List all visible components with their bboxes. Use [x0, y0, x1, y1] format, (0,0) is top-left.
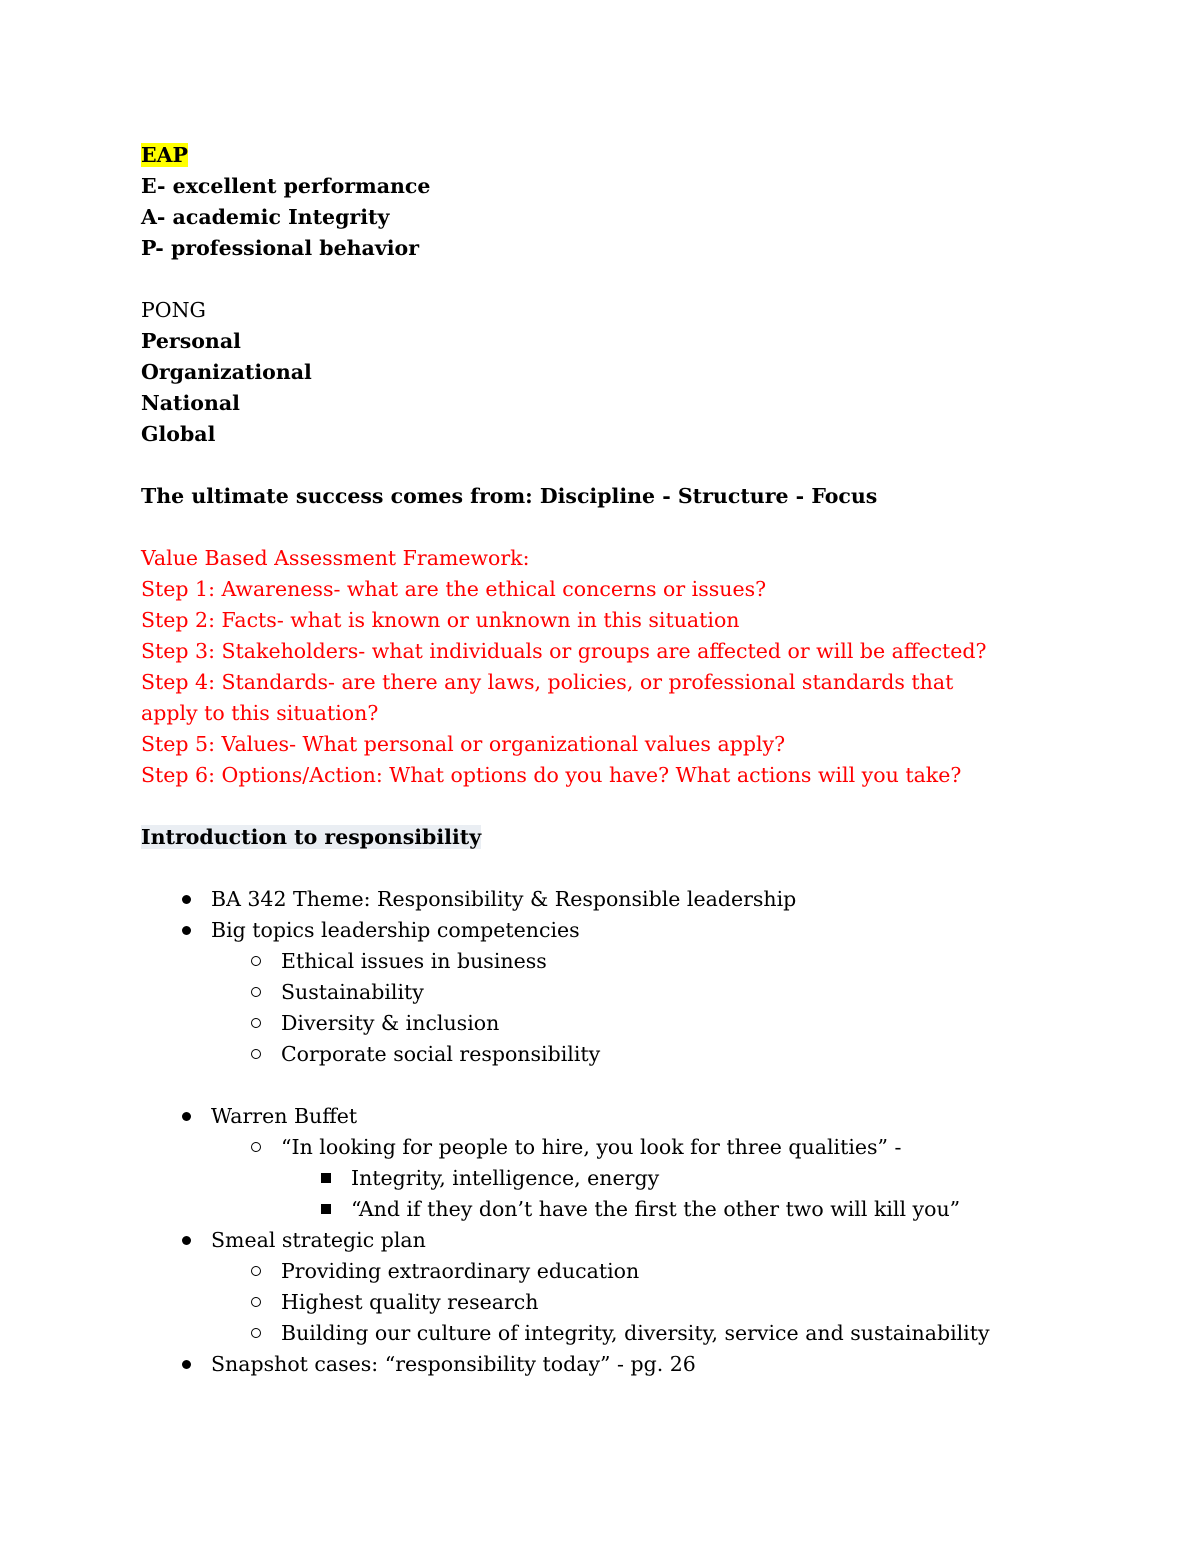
list-item-text: Big topics leadership competencies — [211, 918, 580, 942]
intro-heading: Introduction to responsibility — [141, 825, 482, 849]
bullet-circle-icon — [246, 1008, 266, 1039]
list-item-text: “In looking for people to hire, you look for three qualities” - — [281, 1135, 902, 1159]
list-item-b2 — [141, 915, 1041, 946]
spacer — [141, 1070, 1041, 1101]
bullet-circle-icon — [246, 1132, 266, 1163]
spacer — [141, 450, 1041, 481]
eap-line-p: P- professional behavior — [141, 236, 420, 260]
bullet-dot-icon — [176, 915, 196, 946]
spacer — [141, 853, 1041, 884]
spacer — [141, 791, 1041, 822]
list-item-b1 — [141, 884, 1041, 915]
list-item-text: “And if they don’t have the first the other two will kill you” — [351, 1197, 961, 1221]
list-item-text: Highest quality research — [281, 1290, 539, 1314]
intro-heading-line — [141, 822, 1041, 853]
list-item-text: Providing extraordinary education — [281, 1259, 640, 1283]
list-item-text: Diversity & inclusion — [281, 1011, 500, 1035]
bullet-circle-icon — [246, 1039, 266, 1070]
eap-line-a: A- academic Integrity — [141, 205, 390, 229]
bullet-circle-icon — [246, 1287, 266, 1318]
list-subitem — [141, 1132, 1041, 1163]
framework-step-1: Step 1: Awareness- what are the ethical concerns or issues? — [141, 577, 767, 601]
bullet-square-icon — [316, 1194, 336, 1225]
pong-organizational: Organizational — [141, 360, 312, 384]
bullet-dot-icon — [176, 1101, 196, 1132]
eap-title-line — [141, 140, 1041, 171]
list-subitem — [141, 977, 1041, 1008]
list-subsubitem — [141, 1163, 1041, 1194]
list-item-text: Smeal strategic plan — [211, 1228, 426, 1252]
bullet-circle-icon — [246, 1318, 266, 1349]
pong-title: PONG — [141, 298, 206, 322]
spacer — [141, 264, 1041, 295]
list-item-b5 — [141, 1349, 1041, 1380]
framework-title: Value Based Assessment Framework: — [141, 546, 530, 570]
list-item-b4 — [141, 1225, 1041, 1256]
list-item-text: Integrity, intelligence, energy — [351, 1166, 660, 1190]
pong-personal: Personal — [141, 329, 241, 353]
list-subitem — [141, 1008, 1041, 1039]
bullet-dot-icon — [176, 884, 196, 915]
list-item-text: Warren Buffet — [211, 1104, 358, 1128]
list-item-text: Ethical issues in business — [281, 949, 547, 973]
bullet-dot-icon — [176, 1225, 196, 1256]
list-subitem — [141, 1256, 1041, 1287]
list-item-b3 — [141, 1101, 1041, 1132]
eap-title: EAP — [141, 143, 188, 167]
list-subitem — [141, 1039, 1041, 1070]
framework-step-3: Step 3: Stakeholders- what individuals or groups are affected or will be affected? — [141, 639, 987, 663]
bullet-circle-icon — [246, 1256, 266, 1287]
bullet-dot-icon — [176, 1349, 196, 1380]
list-item-text: Building our culture of integrity, diversity, service and sustainability — [281, 1321, 990, 1345]
list-subitem — [141, 1318, 1041, 1349]
framework-step-5: Step 5: Values- What personal or organizational values apply? — [141, 732, 786, 756]
bullet-square-icon — [316, 1163, 336, 1194]
list-subitem — [141, 1287, 1041, 1318]
framework-step-4: Step 4: Standards- are there any laws, policies, or professional standards that apply to this situation? — [141, 670, 954, 725]
success-line: The ultimate success comes from: Discipline - Structure - Focus — [141, 484, 878, 508]
framework-block — [141, 543, 1041, 791]
list-item-text: Sustainability — [281, 980, 424, 1004]
framework-step-2: Step 2: Facts- what is known or unknown in this situation — [141, 608, 740, 632]
intro-list — [141, 884, 1041, 1380]
list-item-text: BA 342 Theme: Responsibility & Responsible leadership — [211, 887, 797, 911]
list-subsubitem — [141, 1194, 1041, 1225]
bullet-circle-icon — [246, 977, 266, 1008]
list-subitem — [141, 946, 1041, 977]
pong-national: National — [141, 391, 240, 415]
bullet-circle-icon — [246, 946, 266, 977]
list-item-text: Corporate social responsibility — [281, 1042, 601, 1066]
document-body — [141, 140, 1041, 1380]
pong-global: Global — [141, 422, 216, 446]
eap-line-e: E- excellent performance — [141, 174, 431, 198]
spacer — [141, 512, 1041, 543]
framework-step-6: Step 6: Options/Action: What options do you have? What actions will you take? — [141, 763, 962, 787]
list-item-text: Snapshot cases: “responsibility today” - pg. 26 — [211, 1352, 696, 1376]
